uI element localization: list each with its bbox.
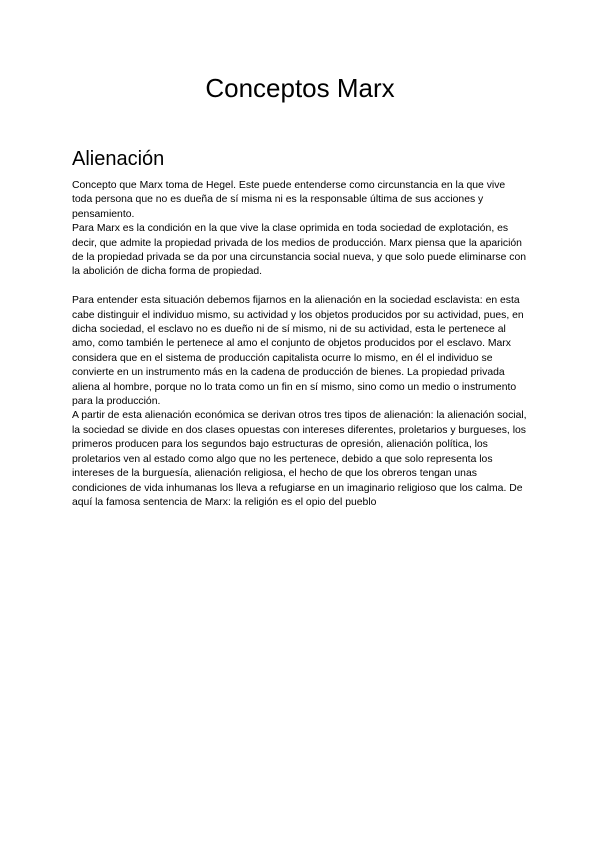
paragraph-slave-society: Para entender esta situación debemos fijarnos en la alienación en la sociedad esclavista: en esta cabe distinguir el individuo mismo, su actividad y los objetos producidos por su actividad, pues, en dicha sociedad, el esclavo no es dueño ni de sí mismo, ni de su actividad, esta le pertenece al amo, como también le pertenece al amo el conjunto de objetos producidos por el esclavo. Marx considera que en el sistema de producción capitalista ocurre lo mismo, en él el individuo se convierte en un instrumento más en la cadena de producción de bienes. La propiedad privada aliena al hombre, porque no lo trata como un fin en sí mismo, sino como un medio o instrumento para la producción. xyxy=(72,295,524,408)
paragraph-definition: Concepto que Marx toma de Hegel. Este puede entenderse como circunstancia en la que vive toda persona que no es dueña de sí misma ni es la responsable última de sus acciones y pensamiento. xyxy=(72,180,506,220)
paragraph-marx-condition: Para Marx es la condición en la que vive la clase oprimida en toda sociedad de explotación, es decir, que admite la propiedad privada de los medios de producción. Marx piensa que la aparición de la propiedad privada se da por una circunstancia social nueva, y que solo puede eliminarse con la abolición de dicha forma de propiedad. xyxy=(72,223,527,278)
paragraph-spacer xyxy=(72,280,528,294)
paragraph-alienation-types: A partir de esta alienación económica se derivan otros tres tipos de alienación: la alienación social, la sociedad se divide en dos clases opuestas con intereses diferentes, proletarios y burgueses, los primeros producen para los segundos bajo estructuras de opresión, alienación política, los proletarios ven al estado como algo que no les pertenece, debido a que solo representa los intereses de la burguesía, alienación religiosa, el hecho de que los obreros tengan unas condiciones de vida inhumanas los lleva a refugiarse en un imaginario religioso que los calma. De aquí la famosa sentencia de Marx: la religión es el opio del pueblo xyxy=(72,410,527,508)
section-body xyxy=(72,179,528,510)
document-title: Conceptos Marx xyxy=(205,73,395,103)
section-heading: Alienación xyxy=(72,148,165,170)
